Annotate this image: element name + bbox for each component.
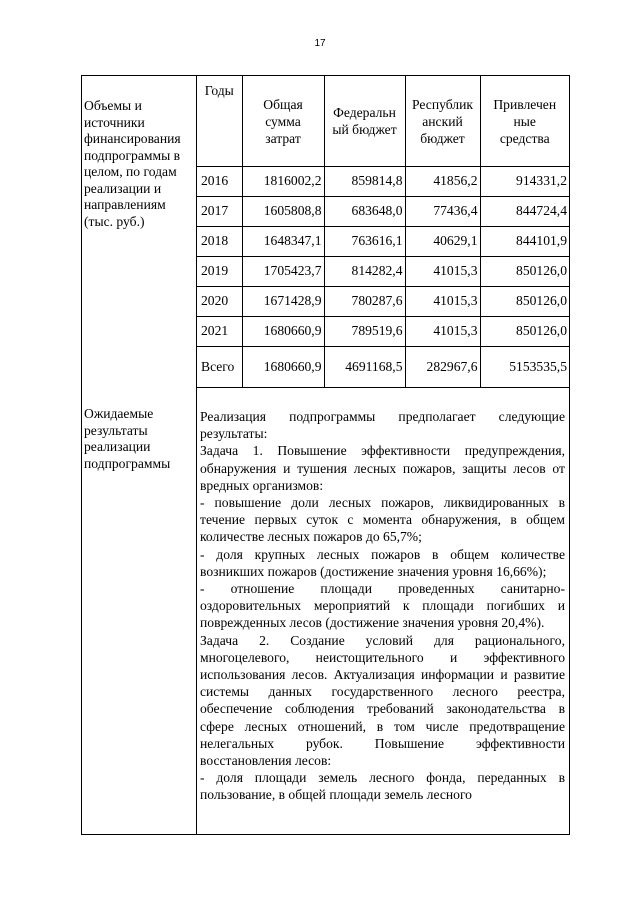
page-number: 17 <box>314 38 326 49</box>
results-label-cell <box>82 404 197 835</box>
cell-federal: 763616,1 <box>324 227 405 257</box>
cell-total: 1816002,2 <box>242 167 324 197</box>
results-paragraph: - повышение доли лесных пожаров, ликвидированных в течение первых суток с момента обнаружения, в общем количестве лесных пожаров до 65,7%; <box>200 495 565 545</box>
cell-year: 2019 <box>197 257 242 287</box>
cell-attracted: 844101,9 <box>480 227 569 257</box>
cell-attracted: 5153535,5 <box>480 347 569 388</box>
table-row <box>197 167 569 197</box>
results-paragraph: - доля крупных лесных пожаров в общем количестве возникших пожаров (достижение значения уровня 16,66%); <box>200 546 565 579</box>
cell-year: 2021 <box>197 317 242 347</box>
cell-republic: 41015,3 <box>405 257 480 287</box>
cell-federal: 780287,6 <box>324 287 405 317</box>
cell-total: 1605808,8 <box>242 197 324 227</box>
financing-table <box>197 76 569 387</box>
header-years: Годы <box>197 76 242 167</box>
header-attracted: Привлечен ные средства <box>480 76 569 167</box>
cell-total: 1680660,9 <box>242 347 324 388</box>
volume-label-cell <box>82 76 197 388</box>
cell-total: 1680660,9 <box>242 317 324 347</box>
table-row <box>197 317 569 347</box>
cell-republic: 40629,1 <box>405 227 480 257</box>
cell-attracted: 850126,0 <box>480 257 569 287</box>
results-paragraph: Задача 1. Повышение эффективности предупреждения, обнаружения и тушения лесных пожаров, защиты лесов от вредных организмов: <box>200 443 565 493</box>
header-republic: Республик анский бюджет <box>405 76 480 167</box>
results-paragraph: - отношение площади проведенных санитарно-оздоровительных мероприятий к площади погибших и поврежденных лесов (достижение значения уровня 20,4%). <box>200 581 565 631</box>
results-paragraph: - доля площади земель лесного фонда, переданных в пользование, в общей площади земель лесного <box>200 770 565 803</box>
cell-total: 1648347,1 <box>242 227 324 257</box>
cell-federal: 814282,4 <box>324 257 405 287</box>
cell-total: 1705423,7 <box>242 257 324 287</box>
results-paragraph: Реализация подпрограммы предполагает следующие результаты: <box>200 409 565 442</box>
cell-attracted: 914331,2 <box>480 167 569 197</box>
financing-cell <box>197 76 570 388</box>
header-total: Общая сумма затрат <box>242 76 324 167</box>
results-label: Ожидаемые результаты реализации подпрограммы <box>84 406 171 471</box>
subprogram-passport-table <box>81 75 570 835</box>
table-row <box>197 257 569 287</box>
cell-federal: 859814,8 <box>324 167 405 197</box>
table-row <box>197 227 569 257</box>
table-row <box>197 287 569 317</box>
cell-year: 2016 <box>197 167 242 197</box>
cell-federal: 789519,6 <box>324 317 405 347</box>
cell-year: 2017 <box>197 197 242 227</box>
cell-republic: 41015,3 <box>405 287 480 317</box>
total-row <box>197 347 569 388</box>
cell-republic: 41856,2 <box>405 167 480 197</box>
header-federal: Федеральн ый бюджет <box>324 76 405 167</box>
cell-republic: 41015,3 <box>405 317 480 347</box>
cell-republic: 77436,4 <box>405 197 480 227</box>
results-cell <box>197 404 570 835</box>
financing-header-row <box>197 76 569 167</box>
cell-year: Всего <box>197 347 242 388</box>
cell-year: 2020 <box>197 287 242 317</box>
cell-attracted: 850126,0 <box>480 317 569 347</box>
table-row <box>197 197 569 227</box>
volume-label: Объемы и источники финансирования подпрограммы в целом, по годам реализации и направлениям (тыс. руб.) <box>84 98 181 229</box>
cell-attracted: 844724,4 <box>480 197 569 227</box>
cell-federal: 683648,0 <box>324 197 405 227</box>
cell-year: 2018 <box>197 227 242 257</box>
cell-total: 1671428,9 <box>242 287 324 317</box>
cell-attracted: 850126,0 <box>480 287 569 317</box>
cell-federal: 4691168,5 <box>324 347 405 388</box>
cell-republic: 282967,6 <box>405 347 480 388</box>
results-paragraph: Задача 2. Создание условий для рационального, многоцелевого, неистощительного и эффективного использования лесов. Актуализация информации и развитие системы данных государственного лесного реестра, обеспечение соблюдения требований законодательства в сфере лесных отношений, в том числе предотвращение нелегальных рубок. Повышение эффективности восстановления лесов: <box>200 632 565 769</box>
